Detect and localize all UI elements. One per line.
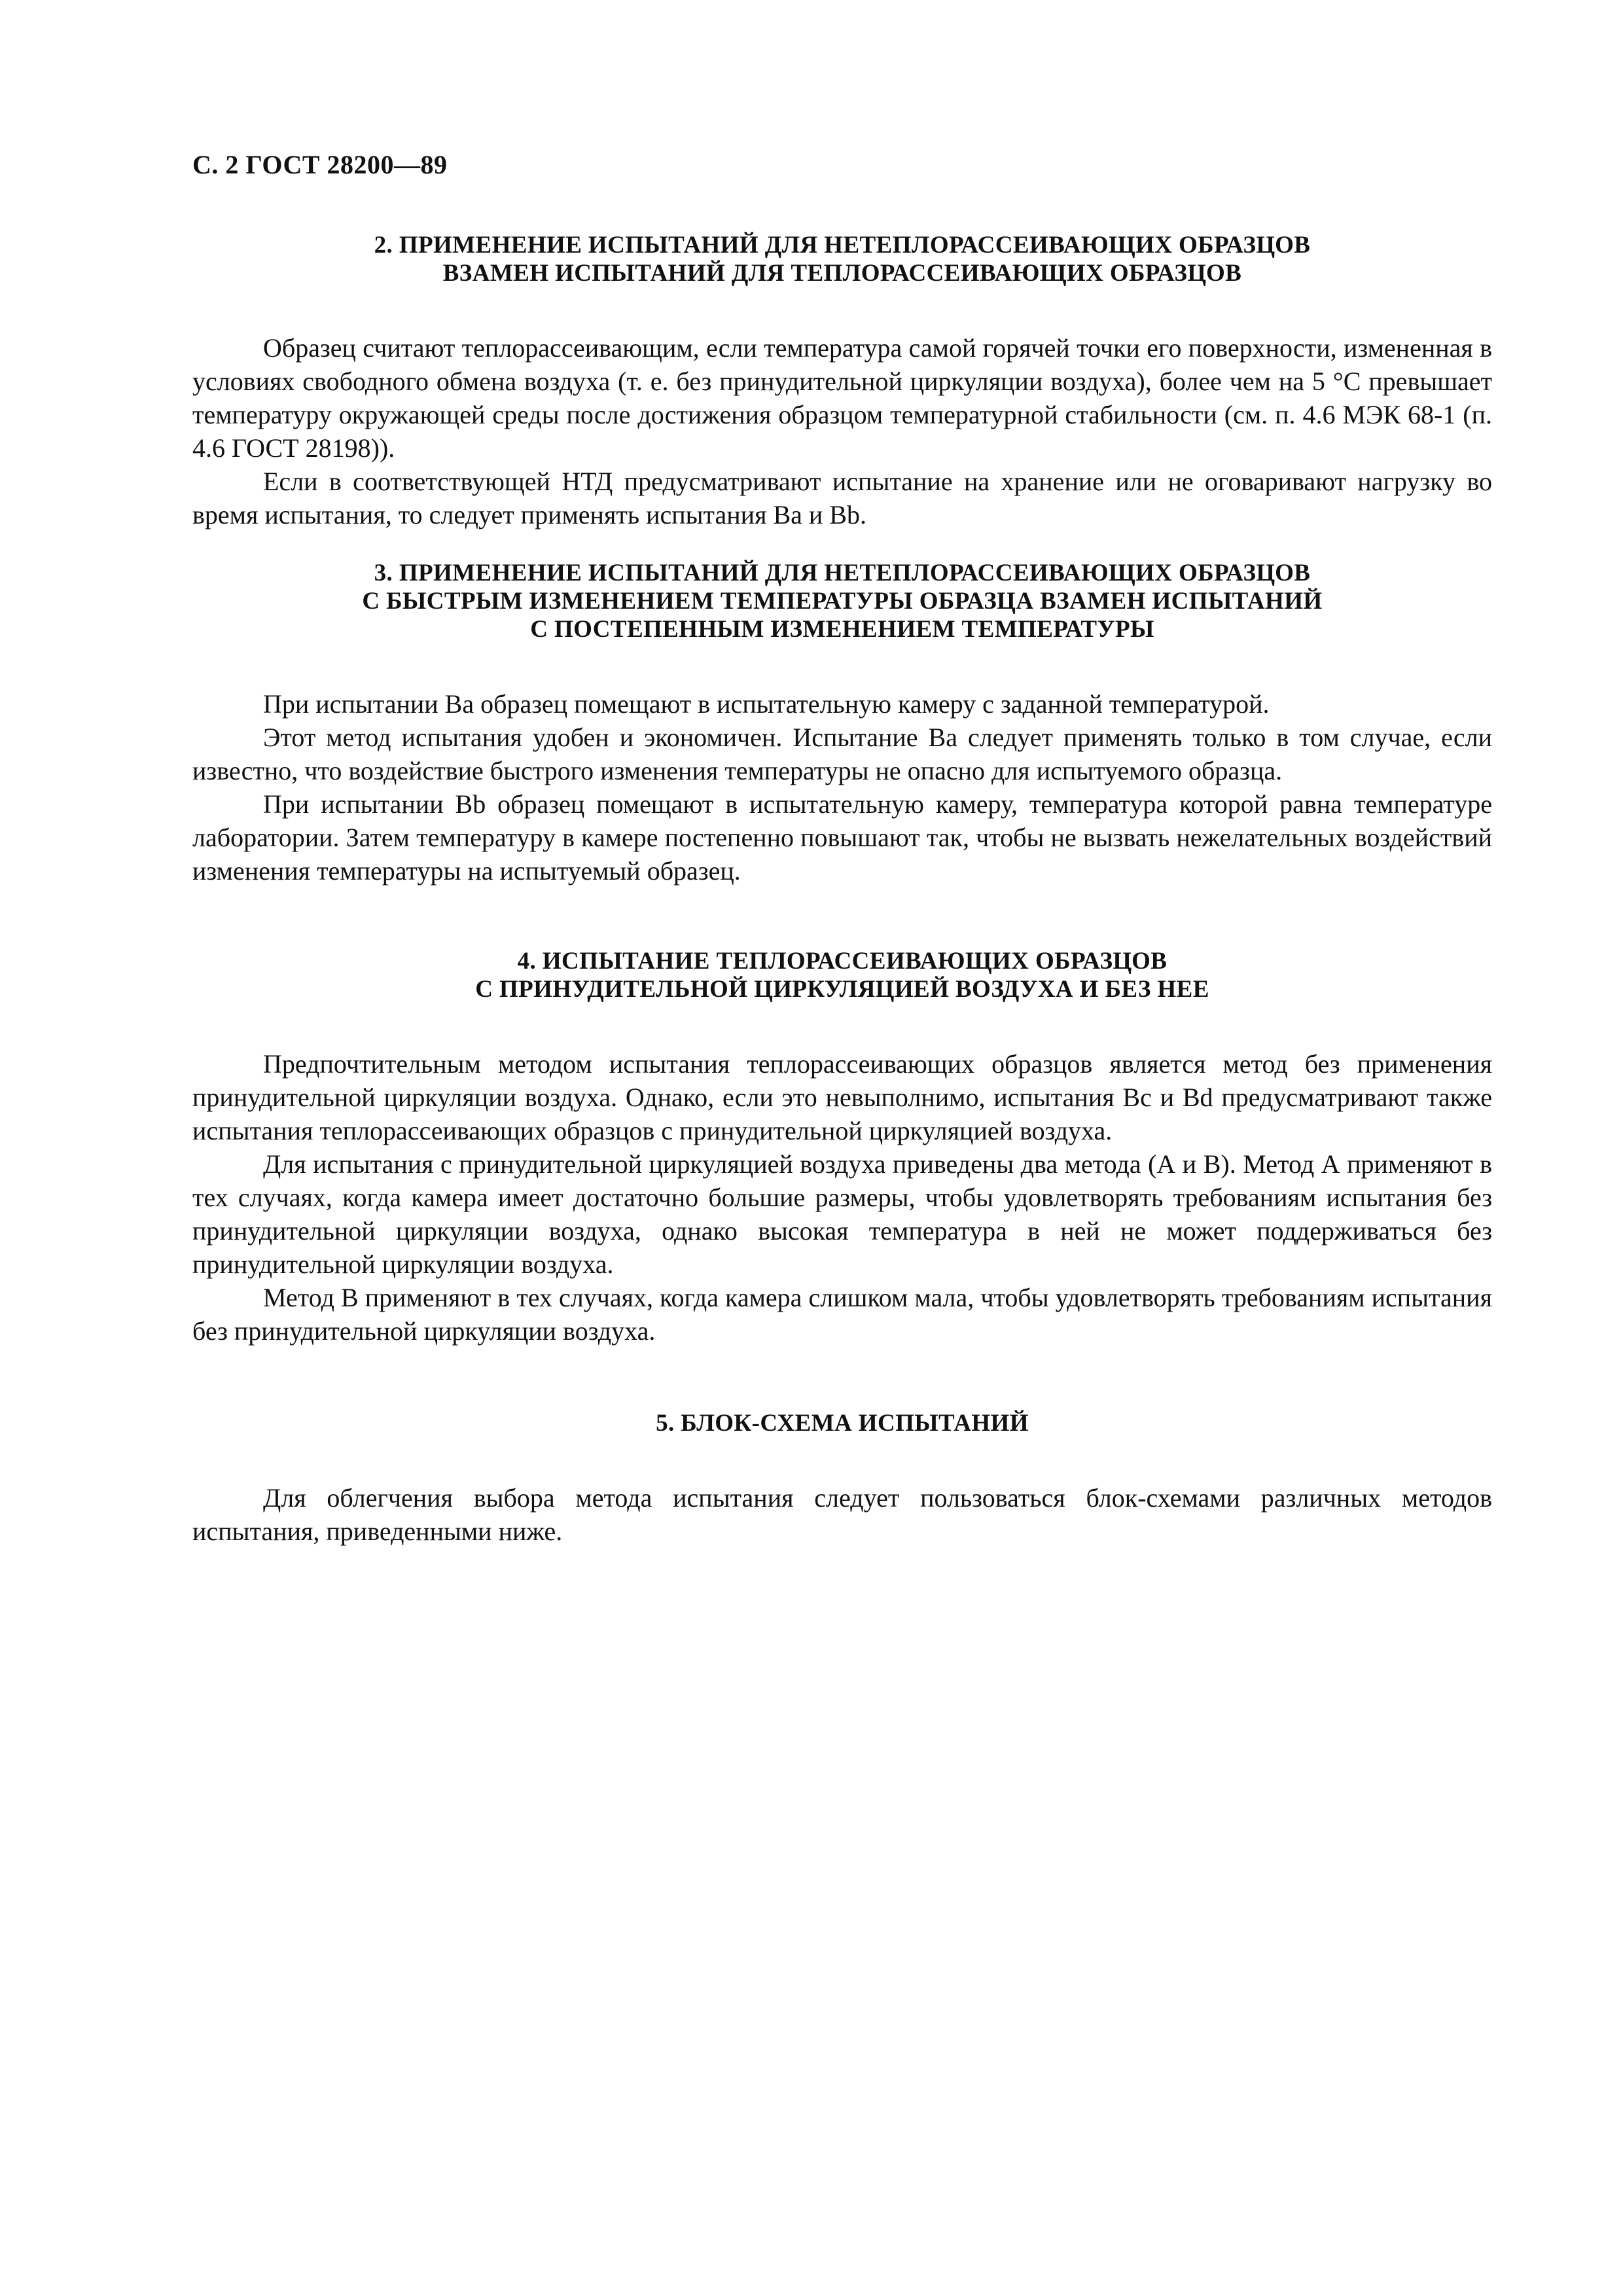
section-4 — [192, 947, 1492, 1348]
section-body — [192, 687, 1492, 888]
paragraph: При испытании Вb образец помещают в испытательную камеру, температура которой равна температуре лаборатории. Затем температуру в камере постепенно повышают так, чтобы не вызвать нежелательных воздействий изменения температуры на испытуемый образец. — [192, 789, 1492, 886]
heading-line: 2. ПРИМЕНЕНИЕ ИСПЫТАНИЙ ДЛЯ НЕТЕПЛОРАССЕИВАЮЩИХ ОБРАЗЦОВ — [374, 232, 1311, 259]
heading-line: 4. ИСПЫТАНИЕ ТЕПЛОРАССЕИВАЮЩИХ ОБРАЗЦОВ — [517, 948, 1168, 975]
heading-line: ВЗАМЕН ИСПЫТАНИЙ ДЛЯ ТЕПЛОРАССЕИВАЮЩИХ ОБРАЗЦОВ — [442, 260, 1242, 287]
paragraph: При испытании Ва образец помещают в испытательную камеру с заданной температурой. — [263, 689, 1270, 719]
heading-line: С ПОСТЕПЕННЫМ ИЗМЕНЕНИЕМ ТЕМПЕРАТУРЫ — [530, 616, 1154, 643]
section-heading — [192, 559, 1492, 643]
section-heading — [192, 947, 1492, 1003]
section-heading — [192, 1409, 1492, 1437]
section-body — [192, 1047, 1492, 1348]
running-head: С. 2 ГОСТ 28200—89 — [192, 150, 448, 179]
section-body — [192, 1481, 1492, 1548]
section-heading — [192, 231, 1492, 287]
heading-line: 3. ПРИМЕНЕНИЕ ИСПЫТАНИЙ ДЛЯ НЕТЕПЛОРАССЕИВАЮЩИХ ОБРАЗЦОВ — [374, 560, 1311, 586]
paragraph: Образец считают теплорассеивающим, если температура самой горячей точки его поверхности, измененная в условиях свободного обмена воздуха (т. е. без принудительной циркуляции воздуха), более чем на 5 °С превышает температуру окружающей среды после достижения образцом температурной стабильности (см. п. 4.6 МЭК 68-1 (п. 4.6 ГОСТ 28198)). — [192, 333, 1492, 463]
heading-line: С БЫСТРЫМ ИЗМЕНЕНИЕМ ТЕМПЕРАТУРЫ ОБРАЗЦА ВЗАМЕН ИСПЫТАНИЙ — [362, 588, 1323, 615]
paragraph: Предпочтительным методом испытания теплорассеивающих образцов является метод без применения принудительной циркуляции воздуха. Однако, если это невыполнимо, испытания Вс и Вd предусматривают также испытания теплорассеивающих образцов с принудительной циркуляцией воздуха. — [192, 1049, 1492, 1145]
paragraph: Для облегчения выбора метода испытания следует пользоваться блок-схемами различных методов испытания, приведенными ниже. — [192, 1483, 1492, 1546]
section-5 — [192, 1409, 1492, 1548]
paragraph: Метод В применяют в тех случаях, когда камера слишком мала, чтобы удовлетворять требованиям испытания без принудительной циркуляции воздуха. — [192, 1283, 1492, 1346]
heading-line: С ПРИНУДИТЕЛЬНОЙ ЦИРКУЛЯЦИЕЙ ВОЗДУХА И БЕЗ НЕЕ — [475, 976, 1209, 1003]
section-3 — [192, 559, 1492, 888]
paragraph: Для испытания с принудительной циркуляцией воздуха приведены два метода (А и В). Метод А применяют в тех случаях, когда камера имеет достаточно большие размеры, чтобы удовлетворять требованиям испытания без принудительной циркуляции воздуха, однако высокая температура в ней не может поддерживаться без принудительной циркуляции воздуха. — [192, 1149, 1492, 1279]
heading-line: 5. БЛОК-СХЕМА ИСПЫТАНИЙ — [656, 1410, 1029, 1437]
section-2 — [192, 231, 1492, 531]
paragraph: Если в соответствующей НТД предусматривают испытание на хранение или не оговаривают нагрузку во время испытания, то следует применять испытания Ва и Вb. — [192, 467, 1492, 529]
section-body — [192, 331, 1492, 531]
paragraph: Этот метод испытания удобен и экономичен. Испытание Ва следует применять только в том случае, если известно, что воздействие быстрого изменения температуры не опасно для испытуемого образца. — [192, 723, 1492, 785]
